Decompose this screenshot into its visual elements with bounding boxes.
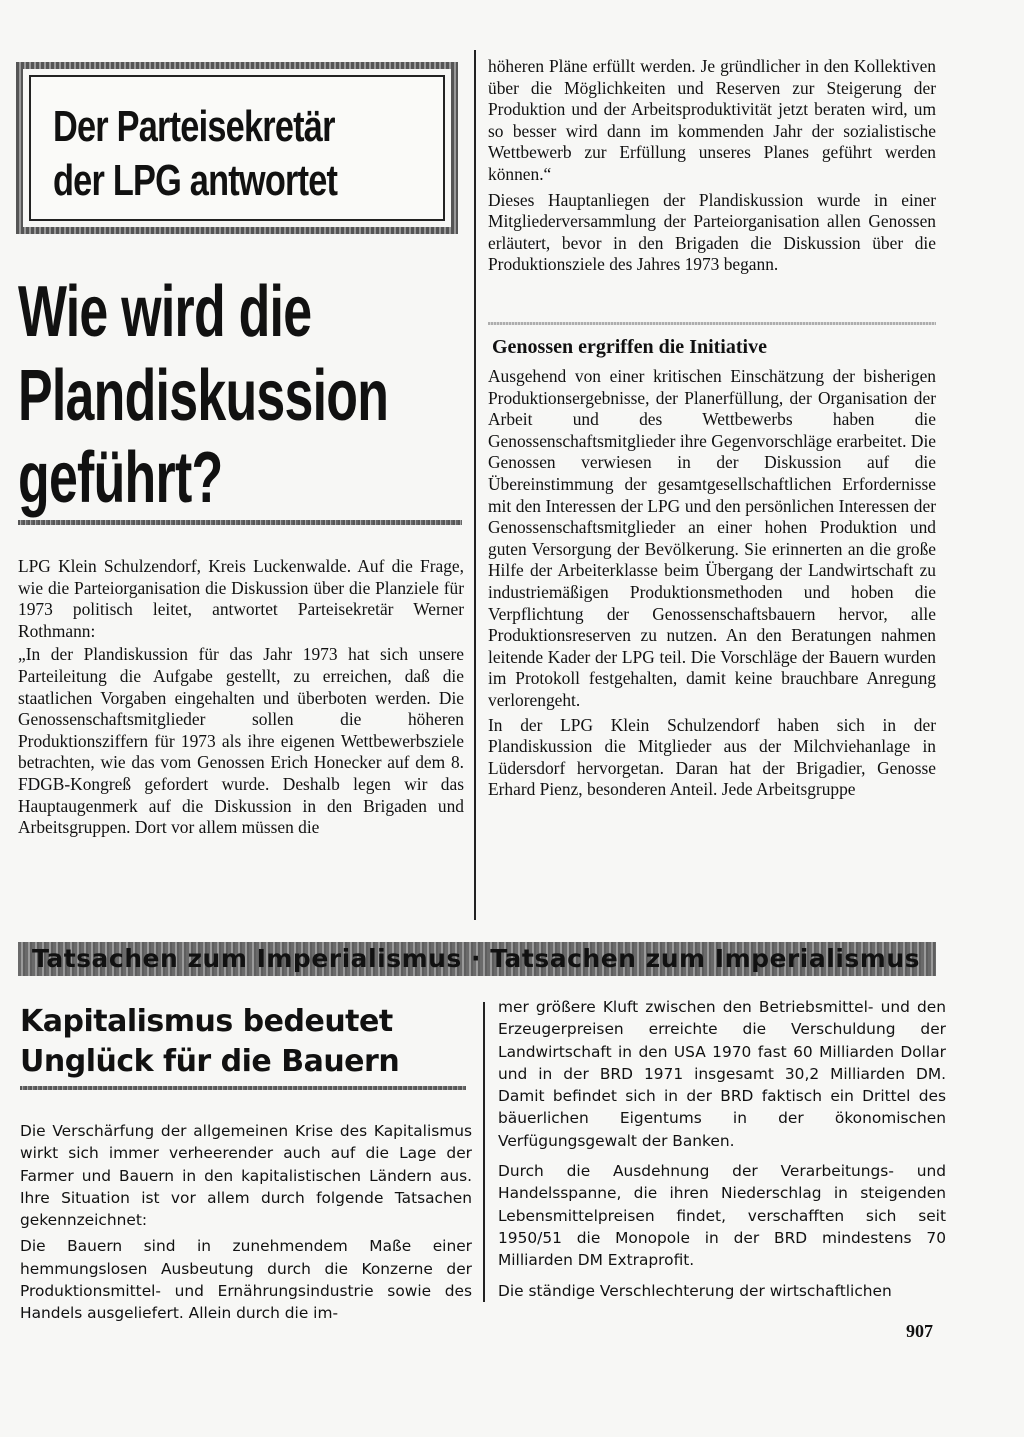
exploitation-paragraph: Die Bauern sind in zunehmendem Maße einer hemmungslosen Ausbeutung durch die Konzerne der Produktionsmittel- und Ernährungsindustrie sowie des Handels ausgeliefert. Allein durch die im- [20,1237,472,1323]
headline-line3: geführt? [18,438,223,518]
subheading-rule [488,322,936,325]
debt-paragraph: mer größere Kluft zwischen den Betriebsmittel- und den Erzeugerpreisen erreichte die Verschuldung der Landwirtschaft in den USA 1970 fast 60 Milliarden Dollar und in der BRD 1971 insgesamt 30,2 Milliarden DM. Damit befindet sich in der BRD faktisch ein Drittel des bäuerlichen Eigentums in der ökonomischen Verfügungsgewalt der Banken. [498,998,946,1150]
page-number: 907 [906,1321,933,1341]
plan-discussion-paragraph: Dieses Hauptanliegen der Plandiskussion wurde in einer Mitgliederversammlung der Parteiorganisation allen Genossen erläutert, bevor in den Brigaden die Diskussion über die Produktionsziele des Jahres 1973 begann. [488,189,936,275]
bottom-headline-line1: Kapitalismus bedeutet [20,1004,393,1039]
box-title-line2: der LPG antwortet [53,156,338,205]
lpg-paragraph: In der LPG Klein Schulzendorf haben sich in der Plandiskussion die Mitglieder aus der Milchviehanlage in Lüdersdorf hervorgetan. Daran hat der Brigadier, Genosse Erhard Pienz, besonderen Anteil. Jede Arbeitsgruppe [488,714,936,800]
intro-paragraph: LPG Klein Schulzendorf, Kreis Luckenwalde. Auf die Frage, wie die Parteiorganisation die Diskussion über die Planziele für 1973 politisch leitet, antwortet Parteisekretär Werner Rothmann: [18,556,464,641]
column-divider-top [474,50,476,920]
headline-line2: Plandiskussion [18,356,389,436]
top-right-column [488,56,936,276]
quote-continued-paragraph: höheren Pläne erfüllt werden. Je gründlicher in den Kollektiven über die Möglichkeiten und Reserven zur Steigerung der Produktion und der Arbeitsproduktivität jetzt beraten wird, um so besser wird dann im kommenden Jahr der sozialistische Wettbewerb zur Erfüllung unseres Planes geführt werden können.“ [488,56,936,184]
bottom-left-column [20,1120,472,1325]
headline-rule [18,520,462,525]
facts-band-text: Tatsachen zum Imperialismus · Tatsachen zum Imperialismus [32,944,920,973]
deterioration-paragraph: Die ständige Verschlechterung der wirtschaftlichen [498,1281,892,1300]
initiative-paragraph: Ausgehend von einer kritischen Einschätzung der bisherigen Produktionsergebnisse, der Planerfüllung, der Organisation der Arbeit und des Wettbewerbs haben die Genossenschaftsmitglieder ihre Gegenvorschläge erarbeitet. Die Genossen verwiesen in der Diskussion auf die Übereinstimmung der gesamtgesellschaftlichen Erfordernisse mit den Interessen der LPG und den persönlichen Interessen der Genossenschaftsmitglieder an einer hohen Produktion und guten Versorgung der Bevölkerung. Sie erinnerten an die große Hilfe der Arbeiterklasse beim Übergang der Landwirtschaft zu industriemäßigen Produktionsmethoden und hoben die Verpflichtung der Genossenschaftsbauern hervor, alle Produktionsreserven zu nutzen. An den Beratungen nahmen leitende Kader der LPG teil. Die Vorschläge der Bauern wurden im Protokoll festgehalten, damit keine brauchbare Anregung verlorengeht. [488,366,936,710]
box-title-line1: Der Parteisekretär [53,102,335,151]
bottom-headline-line2: Unglück für die Bauern [20,1044,400,1079]
quote-paragraph: „In der Plandiskussion für das Jahr 1973 hat sich unsere Parteileitung die Aufgabe gestellt, zu erreichen, daß die staatlichen Vorgaben eingehalten und überboten werden. Die Genossenschaftsmitglieder sollen die höheren Produktionsziffern für 1973 als ihre eigenen Wettbewerbsziele betrachten, wie das vom Genossen Erich Honecker auf dem 8. FDGB-Kongreß gefordert wurde. Deshalb legen wir das Hauptaugenmerk auf die Diskussion in den Brigaden und Arbeitsgruppen. Dort vor allem müssen die [18,644,464,838]
title-box-frame [16,62,458,234]
top-left-column [18,556,464,839]
title-box [29,75,445,221]
headline-line1: Wie wird die [18,272,312,352]
bottom-headline-rule [20,1086,466,1090]
bottom-right-column [498,996,946,1302]
subheading: Genossen ergriffen die Initiative [492,336,767,358]
facts-band [18,942,936,976]
top-right-column-rest [488,366,936,801]
column-divider-bottom [483,1002,485,1302]
profit-paragraph: Durch die Ausdehnung der Verarbeitungs- und Handelsspanne, die ihren Niederschlag in steigenden Lebensmittelpreisen findet, verschafften sich seit 1950/51 die Monopole in der BRD mindestens 70 Milliarden DM Extraprofit. [498,1162,946,1270]
crisis-paragraph: Die Verschärfung der allgemeinen Krise des Kapitalismus wirkt sich immer verheerender auch auf die Lage der Farmer und Bauern in den kapitalistischen Ländern aus. Ihre Situation ist vor allem durch folgende Tatsachen gekennzeichnet: [20,1122,472,1230]
